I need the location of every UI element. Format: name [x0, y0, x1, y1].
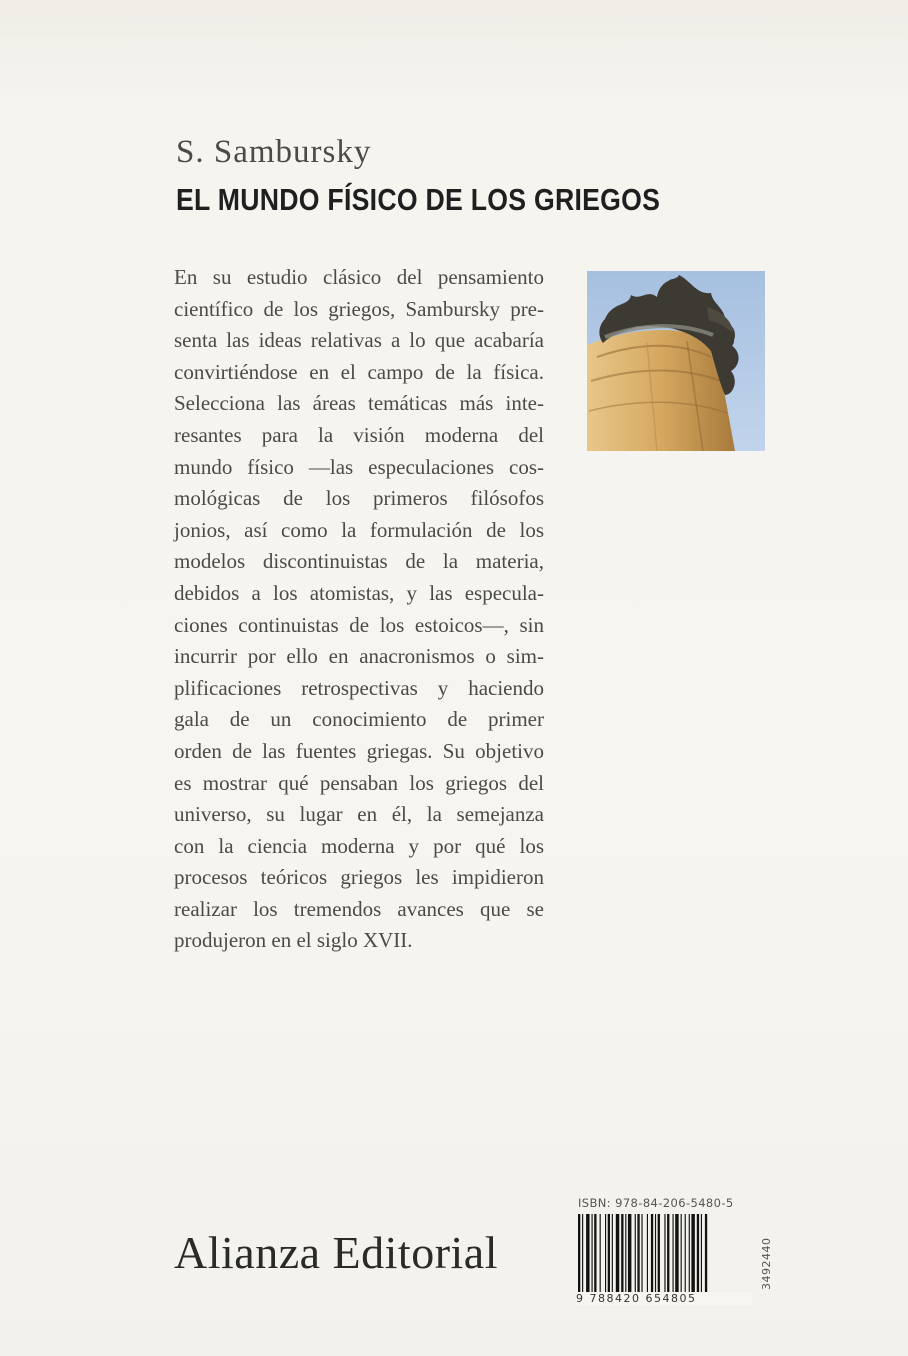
side-number: 3492440	[760, 1237, 773, 1290]
column-capital-photo	[587, 271, 765, 451]
blurb-line: jonios, así como la formulación de los	[174, 517, 544, 542]
blurb-line: plificaciones retrospectivas y haciendo	[174, 675, 544, 700]
blurb-line: senta las ideas relativas a lo que acabaría	[174, 328, 544, 353]
blurb-line: procesos teóricos griegos les impidieron	[174, 865, 544, 890]
author-name: S. Sambursky	[176, 134, 372, 170]
blurb-line: En su estudio clásico del pensamiento	[174, 265, 544, 289]
blurb-line: convirtiéndose en el campo de la física.	[174, 359, 544, 384]
blurb-line: mundo físico —las especulaciones cos-	[174, 454, 544, 479]
blurb-line: con la ciencia moderna y por qué los	[174, 833, 544, 858]
book-title: EL MUNDO FÍSICO DE LOS GRIEGOS	[176, 182, 661, 217]
publisher-name: Alianza Editorial	[174, 1227, 498, 1278]
blurb-text	[174, 262, 544, 957]
blurb-line: modelos discontinuistas de la materia,	[174, 549, 544, 574]
blurb-line: es mostrar qué pensaban los griegos del	[174, 770, 544, 795]
blurb-line: universo, su lugar en él, la semejanza	[174, 802, 544, 827]
blurb-line: mológicas de los primeros filósofos	[174, 486, 544, 511]
blurb-line: produjeron en el siglo XVII.	[174, 928, 413, 953]
blurb-line: incurrir por ello en anacronismos o sim-	[174, 644, 544, 669]
barcode	[574, 1212, 750, 1304]
blurb-line: realizar los tremendos avances que se	[174, 896, 544, 921]
blurb-line: gala de un conocimiento de primer	[174, 707, 544, 732]
isbn-label: ISBN: 978-84-206-5480-5	[578, 1196, 734, 1210]
blurb-line: ciones continuistas de los estoicos—, sin	[174, 612, 544, 637]
blurb-line: Selecciona las áreas temáticas más inte-	[174, 391, 544, 416]
blurb-line: orden de las fuentes griegas. Su objetivo	[174, 738, 544, 763]
blurb-line: resantes para la visión moderna del	[174, 422, 544, 447]
blurb-line: debidos a los atomistas, y las especula-	[174, 580, 544, 605]
barcode-digits: 9 788420 654805	[576, 1292, 752, 1305]
blurb-line: científico de los griegos, Sambursky pre-	[174, 296, 544, 321]
